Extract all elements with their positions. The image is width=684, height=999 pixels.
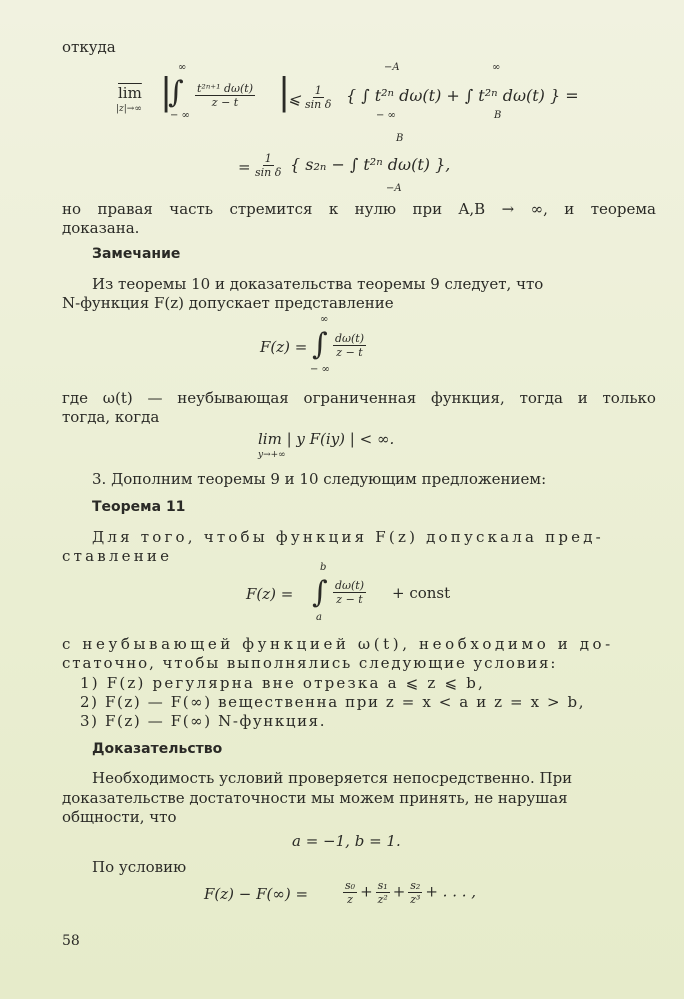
formula-4: lim | y F(iy) | < ∞. xyxy=(258,430,395,448)
text-line: общности, что xyxy=(62,808,177,826)
text-line xyxy=(62,389,656,407)
text-line: статочно, чтобы выполнялись следующие условия: xyxy=(62,654,558,672)
word: часть xyxy=(169,200,214,218)
word: правая xyxy=(97,200,153,218)
text-line: с неубывающей функцией ω(t), необходимо и до- xyxy=(62,635,614,653)
condition-1: 1) F(z) регулярна вне отрезка a ⩽ z ⩽ b, xyxy=(80,674,485,692)
proof-heading: Доказательство xyxy=(92,741,223,757)
word: теорема xyxy=(590,200,656,218)
text-line: N-функция F(z) допускает представление xyxy=(62,294,394,312)
word: где xyxy=(62,389,88,407)
word: при xyxy=(412,200,443,218)
text-line: тогда, когда xyxy=(62,408,160,426)
remark-heading: Замечание xyxy=(92,246,181,262)
text-line: доказательстве достаточности мы можем принять, не нарушая xyxy=(62,789,568,807)
text-line xyxy=(62,200,656,218)
text-line: По условию xyxy=(92,858,187,876)
condition-3: 3) F(z) — F(∞) N-функция. xyxy=(80,712,327,730)
word: ограниченная xyxy=(303,389,417,407)
word: ω(t) xyxy=(102,389,133,407)
condition-2: 2) F(z) — F(∞) вещественна при z = x < a и z = x > b, xyxy=(80,693,586,711)
text-line: 3. Дополним теоремы 9 и 10 следующим предложением: xyxy=(92,470,547,488)
word: функция, xyxy=(430,389,505,407)
text-line: ставление xyxy=(62,547,173,565)
word: ∞, xyxy=(530,200,548,218)
text-line: откуда xyxy=(62,38,116,56)
word: A,B xyxy=(458,200,486,218)
page-number: 58 xyxy=(62,933,80,949)
theorem-heading: Теорема 11 xyxy=(92,499,186,515)
formula-6: a = −1, b = 1. xyxy=(292,832,401,850)
word: и xyxy=(577,389,588,407)
word: — xyxy=(147,389,163,407)
text-line: Из теоремы 10 и доказательства теоремы 9 следует, что xyxy=(92,275,544,293)
word: неубывающая xyxy=(177,389,289,407)
text-line: доказана. xyxy=(62,219,140,237)
text-line: Для того, чтобы функция F(z) допускала пред- xyxy=(92,528,604,546)
word: только xyxy=(602,389,656,407)
word: к xyxy=(328,200,339,218)
text-line: Необходимость условий проверяется непосредственно. При xyxy=(92,769,573,787)
word: нулю xyxy=(354,200,397,218)
word: и xyxy=(564,200,575,218)
word: тогда xyxy=(519,389,563,407)
word: → xyxy=(501,200,515,218)
word: стремится xyxy=(229,200,313,218)
word: но xyxy=(62,200,82,218)
